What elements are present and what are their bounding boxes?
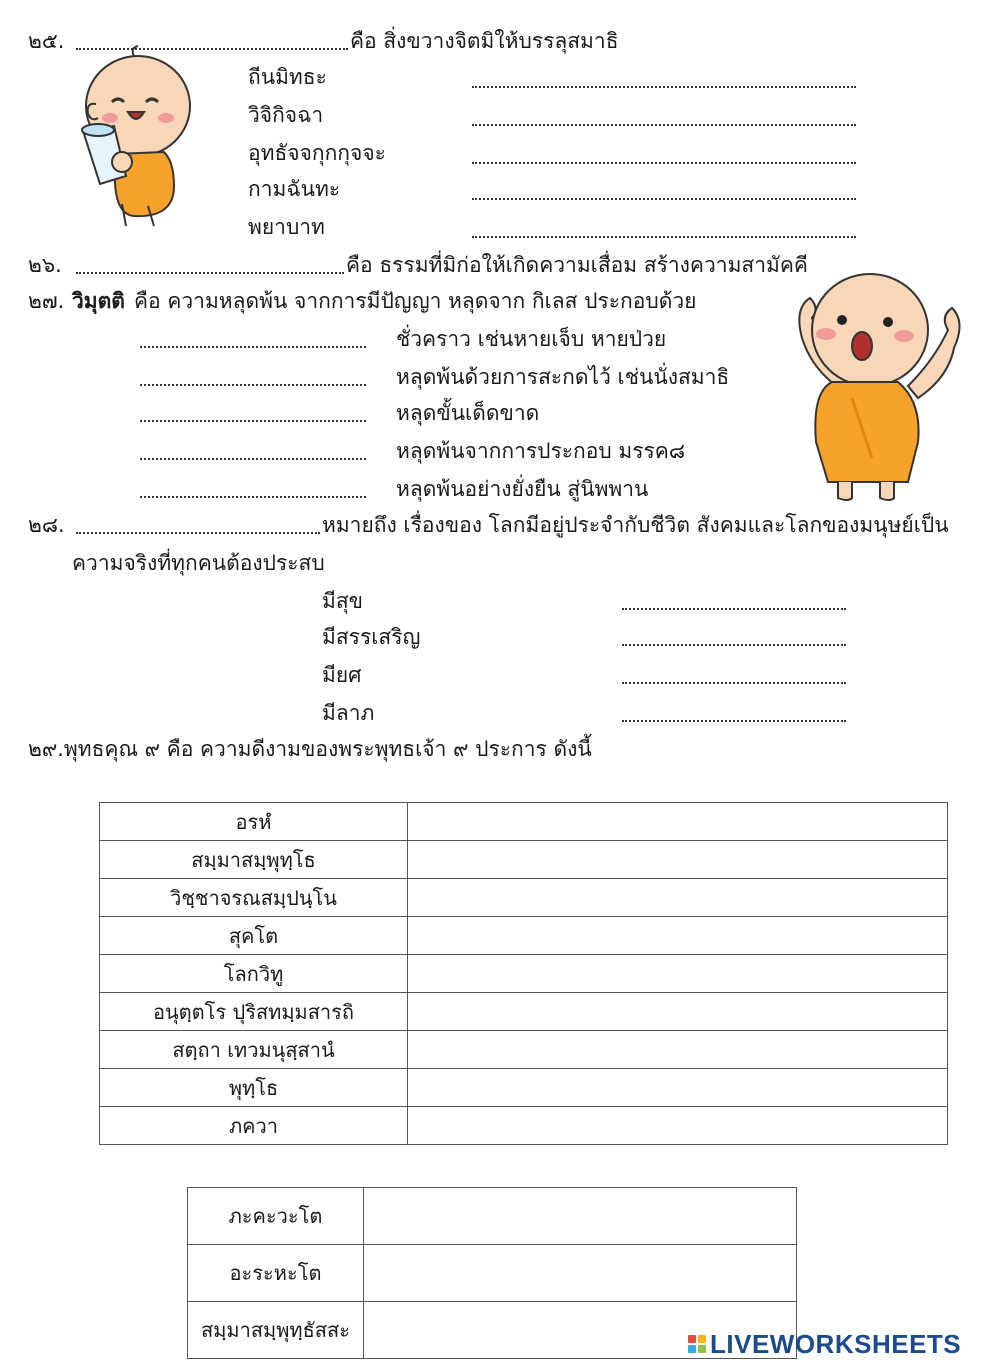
q25-item-blank[interactable] bbox=[472, 162, 856, 164]
q28-answer-blank[interactable] bbox=[76, 532, 320, 534]
q26-answer-blank[interactable] bbox=[76, 272, 344, 274]
q28-item-blank[interactable] bbox=[622, 608, 846, 610]
q27-number: ๒๗. bbox=[28, 289, 65, 313]
quality-term: สุคโต bbox=[100, 917, 408, 955]
table-row bbox=[100, 993, 948, 1031]
q28-item: มีสุข bbox=[322, 589, 364, 613]
quality-term: วิชฺชาจรณสมฺปนฺโน bbox=[100, 879, 408, 917]
answer-cell[interactable] bbox=[408, 993, 948, 1031]
answer-cell[interactable] bbox=[408, 1069, 948, 1107]
q28-item: มียศ bbox=[322, 663, 362, 687]
q27-text: คือ ความหลุดพ้น จากการมีปัญญา หลุดจาก กิเลส ประกอบด้วย bbox=[134, 289, 697, 313]
table-row bbox=[188, 1188, 797, 1245]
q25-item: ถีนมิทธะ bbox=[248, 65, 327, 89]
q29-text: ๒๙.พุทธคุณ ๙ คือ ความดีงามของพระพุทธเจ้า ๙ ประการ ดังนี้ bbox=[28, 737, 592, 761]
answer-cell[interactable] bbox=[408, 917, 948, 955]
q25-item-blank[interactable] bbox=[472, 124, 856, 126]
q27-item: หลุดขั้นเด็ดขาด bbox=[396, 401, 540, 425]
table-row bbox=[100, 841, 948, 879]
q27-item-blank[interactable] bbox=[140, 458, 366, 460]
answer-cell[interactable] bbox=[408, 803, 948, 841]
monk-drinking-illustration bbox=[76, 44, 196, 234]
q27-item-blank[interactable] bbox=[140, 420, 366, 422]
q27-item: หลุดพ้นอย่างยั่งยืน สู่นิพพาน bbox=[396, 477, 649, 501]
table-row bbox=[100, 803, 948, 841]
quality-term: สมฺมาสมฺพุทฺโธ bbox=[100, 841, 408, 879]
q25-item-blank[interactable] bbox=[472, 86, 856, 88]
q27-item: หลุดพ้นจากการประกอบ มรรค๘ bbox=[396, 439, 686, 463]
q26-number: ๒๖. bbox=[28, 253, 62, 277]
answer-cell[interactable] bbox=[364, 1188, 797, 1245]
q25-item-blank[interactable] bbox=[472, 198, 856, 200]
q28-item: มีลาภ bbox=[322, 701, 375, 725]
answer-cell[interactable] bbox=[408, 1107, 948, 1145]
q27-item: หลุดพ้นด้วยการสะกดไว้ เช่นนั่งสมาธิ bbox=[396, 365, 730, 389]
chant-term: ภะคะวะโต bbox=[188, 1188, 364, 1245]
table-row bbox=[100, 955, 948, 993]
answer-cell[interactable] bbox=[408, 1031, 948, 1069]
q28-text-line2: ความจริงที่ทุกคนต้องประสบ bbox=[72, 551, 325, 575]
q27-bold-term: วิมุตติ bbox=[72, 289, 125, 313]
chant-term: สมฺมาสมฺพุทฺธัสสะ bbox=[188, 1302, 364, 1359]
q28-item: มีสรรเสริญ bbox=[322, 625, 421, 649]
table-row bbox=[100, 1031, 948, 1069]
answer-cell[interactable] bbox=[408, 841, 948, 879]
q26-text: คือ ธรรมที่มิก่อให้เกิดความเสื่อม สร้างความสามัคคี bbox=[346, 253, 808, 277]
quality-term: สตฺถา เทวมนุสฺสานํ bbox=[100, 1031, 408, 1069]
brand-text: LIVEWORKSHEETS bbox=[710, 1328, 962, 1359]
q27-item: ชั่วคราว เช่นหายเจ็บ หายป่วย bbox=[396, 327, 667, 351]
q28-number: ๒๘. bbox=[28, 513, 65, 537]
q28-item-blank[interactable] bbox=[622, 720, 846, 722]
table-row bbox=[100, 1107, 948, 1145]
q25-item: กามฉันทะ bbox=[248, 177, 341, 201]
q25-text: คือ สิ่งขวางจิตมิให้บรรลุสมาธิ bbox=[350, 29, 619, 53]
answer-cell[interactable] bbox=[408, 955, 948, 993]
quality-term: ภควา bbox=[100, 1107, 408, 1145]
table-row bbox=[100, 1069, 948, 1107]
q25-number: ๒๕. bbox=[28, 29, 65, 53]
q27-item-blank[interactable] bbox=[140, 346, 366, 348]
chant-term: อะระหะโต bbox=[188, 1245, 364, 1302]
quality-term: อนุตฺตโร ปุริสทมฺมสารถิ bbox=[100, 993, 408, 1031]
q28-item-blank[interactable] bbox=[622, 644, 846, 646]
quality-term: โลกวิทู bbox=[100, 955, 408, 993]
quality-term: อรหํ bbox=[100, 803, 408, 841]
answer-cell[interactable] bbox=[408, 879, 948, 917]
answer-cell[interactable] bbox=[364, 1245, 797, 1302]
q25-item: พยาบาท bbox=[248, 215, 325, 239]
q28-text: หมายถึง เรื่องของ โลกมีอยู่ประจำกับชีวิต สังคมและโลกของมนุษย์เป็น bbox=[322, 513, 949, 537]
liveworksheets-logo-icon bbox=[688, 1335, 706, 1353]
q28-item-blank[interactable] bbox=[622, 682, 846, 684]
q25-answer-blank[interactable] bbox=[76, 48, 348, 50]
q27-item-blank[interactable] bbox=[140, 384, 366, 386]
table-row bbox=[100, 879, 948, 917]
q25-item-blank[interactable] bbox=[472, 236, 856, 238]
quality-term: พุทฺโธ bbox=[100, 1069, 408, 1107]
q25-item: วิจิกิจฉา bbox=[248, 103, 324, 127]
liveworksheets-brand[interactable] bbox=[688, 1329, 961, 1359]
table-row bbox=[188, 1245, 797, 1302]
q25-item: อุทธัจจกุกกุจจะ bbox=[248, 141, 386, 165]
q27-item-blank[interactable] bbox=[140, 496, 366, 498]
table-row bbox=[100, 917, 948, 955]
buddha-qualities-table bbox=[99, 802, 948, 1145]
monk-cheering-illustration bbox=[782, 268, 982, 503]
